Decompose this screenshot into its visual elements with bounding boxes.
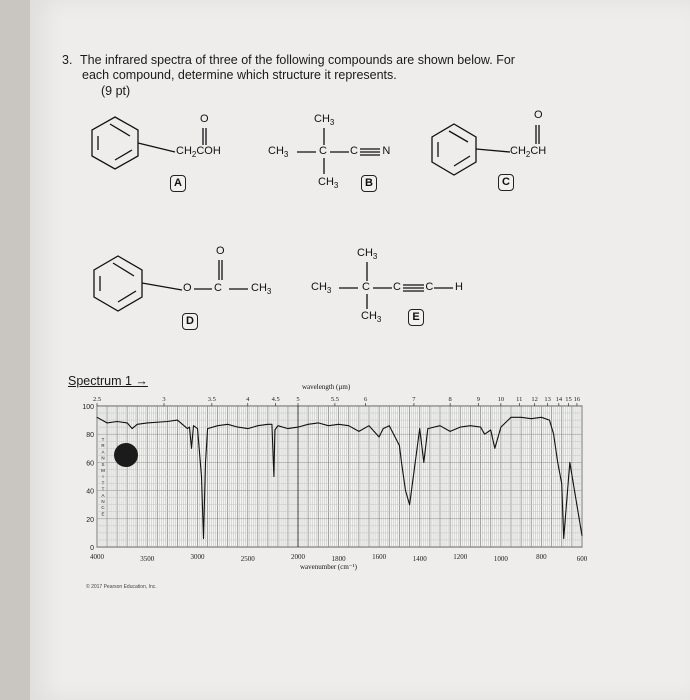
- spectrum-point: [201, 476, 202, 477]
- compound-e-bottom-methyl: $CH_3$: [361, 310, 382, 325]
- question-line-1: The infrared spectra of three of the following compounds are shown below. For: [80, 53, 515, 67]
- wavelength-tick-label: 4.5: [271, 396, 280, 403]
- compound-b-top-methyl: $CH_3$: [314, 113, 335, 128]
- wavelength-tick-label: 6: [363, 396, 368, 403]
- compound-d-label: D: [182, 313, 198, 330]
- spectrum-point: [440, 425, 441, 426]
- spectrum-point: [521, 417, 522, 418]
- y-tick-label: 0: [90, 545, 94, 552]
- spectrum-point: [460, 427, 461, 428]
- transmittance-letter: I: [102, 474, 104, 480]
- wavelength-tick-label: 9: [476, 396, 480, 403]
- compound-a-group: $CH_2COH$: [176, 145, 221, 160]
- spectrum-point: [389, 425, 390, 426]
- spectrum-point: [197, 428, 198, 429]
- x-tick-label: 2000: [291, 553, 305, 561]
- spectrum-point: [271, 424, 272, 425]
- compound-e-central-carbon: C: [362, 281, 370, 293]
- spectrum-point: [494, 448, 495, 449]
- wavelength-tick-label: 7: [412, 396, 416, 403]
- spectrum-point: [358, 431, 359, 432]
- spectrum-point: [401, 462, 402, 463]
- spectrum-point: [107, 423, 108, 424]
- y-tick-label: 80: [86, 432, 94, 440]
- compound-e-hydrogen: H: [455, 281, 463, 293]
- spectrum-point: [484, 434, 485, 435]
- y-tick-label: 100: [82, 404, 94, 411]
- transmittance-letter: R: [101, 443, 105, 449]
- transmittance-letter: A: [101, 492, 105, 498]
- x-tick-label: 1800: [331, 555, 346, 563]
- spectrum-point: [193, 425, 194, 426]
- spectrum-point: [490, 430, 491, 431]
- compound-e-label: E: [408, 309, 424, 326]
- compound-e-left-methyl: $CH_3$: [311, 281, 332, 296]
- spectrum-point: [419, 428, 420, 429]
- wavenumber-axis-title: wavenumber (cm⁻¹): [300, 563, 357, 571]
- spectrum-point: [308, 424, 309, 425]
- spectrum-point: [369, 425, 370, 426]
- y-tick-label: 60: [86, 460, 94, 468]
- spectrum-point: [147, 423, 148, 424]
- spectrum-point: [274, 430, 275, 431]
- spectrum-point: [500, 427, 501, 428]
- compound-b-bottom-methyl: $CH_3$: [318, 176, 339, 191]
- spectrum-point: [205, 462, 206, 463]
- spectrum-point: [97, 417, 98, 418]
- spectrum-point: [177, 420, 178, 421]
- compound-c-group: $CH_2CH$: [510, 145, 547, 160]
- transmittance-letter: S: [101, 461, 105, 467]
- spectrum-point: [383, 428, 384, 429]
- wavelength-tick-label: 5: [296, 396, 300, 403]
- x-tick-label: 3500: [140, 555, 155, 563]
- x-tick-label: 800: [536, 553, 547, 561]
- question-points: (9 pt): [101, 84, 131, 98]
- transmittance-letter: N: [101, 455, 105, 461]
- wavelength-tick-label: 12: [531, 396, 538, 403]
- spectrum-point: [132, 428, 133, 429]
- x-tick-label: 1600: [372, 553, 387, 561]
- compound-e-alkyne: C C: [393, 281, 434, 293]
- compound-d-methyl: $CH_3$: [251, 282, 272, 297]
- spectrum-point: [409, 504, 410, 505]
- spectrum-point: [470, 425, 471, 426]
- spectrum-point: [557, 462, 558, 463]
- spectrum-point: [549, 420, 550, 421]
- spectrum-point: [531, 418, 532, 419]
- spectrum-point: [541, 417, 542, 418]
- spectrum-point: [553, 434, 554, 435]
- spectrum-point: [450, 431, 451, 432]
- spectrum-point: [273, 476, 274, 477]
- spectrum-point: [423, 462, 424, 463]
- spectrum-point: [257, 425, 258, 426]
- x-tick-label: 1200: [453, 553, 468, 561]
- x-tick-label: 3000: [190, 553, 205, 561]
- spectrum-title: Spectrum 1 →: [68, 374, 148, 388]
- wavelength-tick-label: 13: [544, 396, 551, 403]
- compound-d-carbon: C: [214, 282, 222, 294]
- spectrum-point: [288, 428, 289, 429]
- wavelength-tick-label: 16: [573, 396, 581, 403]
- compound-b-left-methyl: $CH_3$: [268, 145, 289, 160]
- compound-a-carbonyl-o: O: [200, 113, 209, 125]
- transmittance-letter: T: [101, 480, 105, 486]
- spectrum-point: [203, 538, 204, 539]
- spectrum-point: [187, 428, 188, 429]
- question-line-2: each compound, determine which structure it represents.: [82, 68, 397, 82]
- spectrum-point: [480, 427, 481, 428]
- spectrum-point: [137, 424, 138, 425]
- x-tick-label: 1400: [412, 555, 427, 563]
- compound-c-label: C: [498, 174, 514, 191]
- wavelength-tick-label: 5.5: [330, 396, 339, 403]
- spectrum-point: [561, 483, 562, 484]
- x-tick-label: 600: [576, 555, 588, 563]
- wavelength-tick-label: 8: [448, 396, 452, 403]
- wavelength-tick-label: 14: [555, 396, 563, 403]
- compound-a-label: A: [170, 175, 186, 192]
- compound-c-carbonyl-o: O: [534, 109, 543, 121]
- transmittance-letter: T: [101, 437, 105, 442]
- spectrum-point: [117, 421, 118, 422]
- wavelength-tick-label: 3: [162, 396, 166, 403]
- spectrum-point: [399, 445, 400, 446]
- transmittance-letter: M: [101, 468, 105, 473]
- wavelength-tick-label: 15: [565, 396, 572, 403]
- compound-d-ester-o: O: [183, 282, 192, 294]
- transmittance-letter: C: [101, 505, 105, 511]
- wavelength-tick-label: 3.5: [207, 396, 216, 403]
- spectrum-point: [582, 535, 583, 536]
- spectrum-point: [338, 424, 339, 425]
- compound-b-label: B: [361, 175, 377, 192]
- compound-b-nitrile: C N: [350, 145, 391, 157]
- x-tick-label: 1000: [493, 555, 508, 563]
- spectrum-point: [227, 424, 228, 425]
- spectrum-point: [207, 428, 208, 429]
- spectrum-point: [563, 538, 564, 539]
- spectrum-point: [379, 437, 380, 438]
- spectrum-point: [318, 423, 319, 424]
- transmittance-letter: E: [101, 511, 105, 517]
- wavelength-tick-label: 2.5: [92, 396, 102, 403]
- transmittance-letter: A: [101, 449, 105, 455]
- spectrum-point: [189, 427, 190, 428]
- compound-d-carbonyl-o: O: [216, 245, 225, 257]
- spectrum-point: [127, 423, 128, 424]
- wavelength-axis-title: wavelength (µm): [302, 383, 351, 391]
- spectrum-point: [278, 425, 279, 426]
- spectrum-point: [511, 417, 512, 418]
- wavelength-tick-label: 11: [516, 396, 523, 403]
- spectrum-point: [427, 428, 428, 429]
- wavelength-tick-label: 4: [246, 396, 250, 403]
- question-number: 3.: [62, 53, 73, 67]
- x-tick-label: 4000: [90, 553, 104, 561]
- spectrum-point: [217, 425, 218, 426]
- spectrum-point: [348, 425, 349, 426]
- spectrum-point: [569, 462, 570, 463]
- spectrum-point: [237, 427, 238, 428]
- spectrum-grid: [97, 406, 582, 547]
- wavelength-tick-label: 10: [497, 396, 505, 403]
- spectrum-point: [405, 490, 406, 491]
- spectrum-point: [328, 425, 329, 426]
- compound-e-top-methyl: $CH_3$: [357, 247, 378, 262]
- hole-punch-dot: [114, 443, 138, 467]
- copyright: © 2017 Pearson Education, Inc.: [86, 584, 157, 590]
- spectrum-point: [267, 424, 268, 425]
- transmittance-letter: T: [101, 486, 105, 492]
- spectrum-point: [298, 427, 299, 428]
- compound-b-central-carbon: C: [319, 145, 327, 157]
- y-tick-label: 20: [86, 516, 94, 524]
- spectrum-point: [191, 448, 192, 449]
- y-tick-label: 40: [86, 488, 94, 496]
- transmittance-letter: N: [101, 499, 105, 504]
- spectrum-point: [247, 428, 248, 429]
- spectrum-point: [167, 421, 168, 422]
- x-tick-label: 2500: [240, 555, 255, 563]
